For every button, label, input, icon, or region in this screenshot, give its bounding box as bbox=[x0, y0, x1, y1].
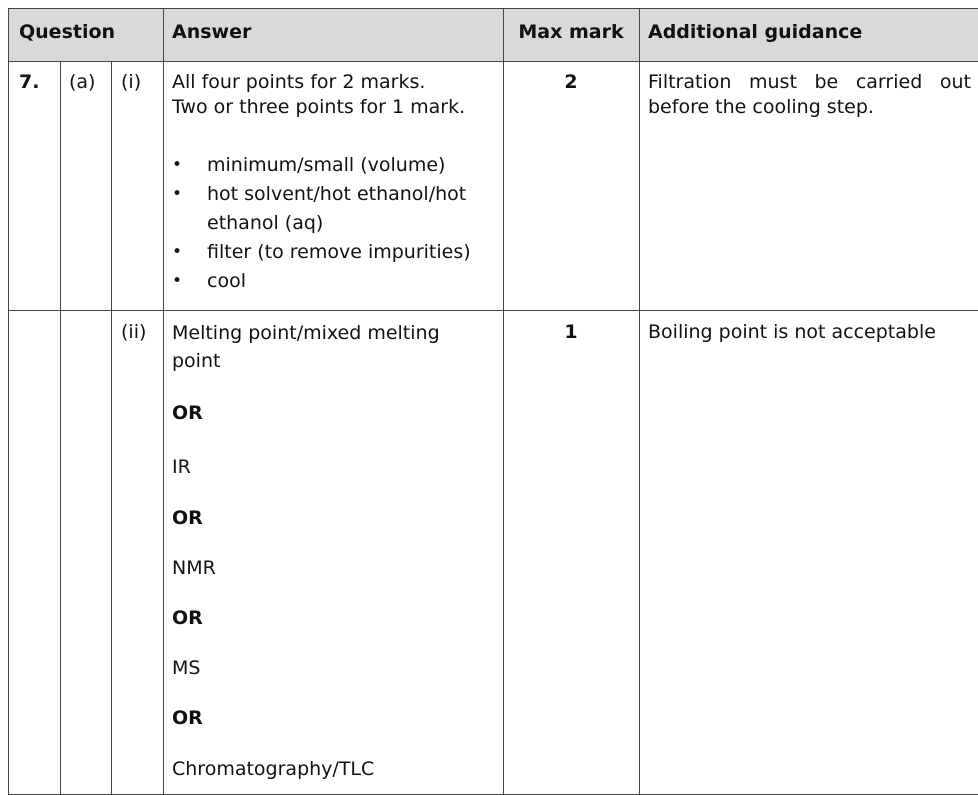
guidance-word: must bbox=[749, 71, 797, 93]
max-mark-value: 2 bbox=[564, 71, 578, 93]
answer-item: NMR bbox=[172, 557, 216, 579]
answer-bullet-item: • hot solvent/hot ethanol/hot ethanol (aq) bbox=[172, 180, 494, 238]
answer-or-separator: OR bbox=[172, 707, 203, 729]
answer-item: Chromatography/TLC bbox=[172, 758, 375, 780]
answer-item: Melting point/mixed melting point bbox=[172, 322, 440, 372]
header-bottom-border bbox=[9, 61, 978, 62]
column-divider-part bbox=[60, 61, 61, 794]
guidance-line-2: before the cooling step. bbox=[648, 96, 874, 118]
guidance-word: Filtration bbox=[648, 71, 732, 93]
question-part: (a) bbox=[69, 71, 96, 93]
answer-intro-line-1: All four points for 2 marks. bbox=[172, 71, 426, 93]
marking-scheme-table bbox=[8, 8, 978, 795]
question-subpart: (i) bbox=[121, 71, 142, 93]
max-mark-value: 1 bbox=[564, 321, 578, 343]
answer-or-separator: OR bbox=[172, 607, 203, 629]
header-max-mark: Max mark bbox=[518, 21, 624, 43]
answer-bullet-item: • minimum/small (volume) bbox=[172, 151, 494, 180]
answer-bullet-item: • cool bbox=[172, 267, 494, 296]
guidance-line-1 bbox=[648, 69, 971, 96]
row-divider bbox=[9, 310, 978, 311]
guidance-word: be bbox=[814, 71, 839, 93]
column-divider-guidance bbox=[639, 9, 640, 794]
column-divider-max-mark bbox=[503, 9, 504, 794]
answer-or-separator: OR bbox=[172, 507, 203, 529]
question-number: 7. bbox=[19, 71, 40, 93]
guidance-text: Boiling point is not acceptable bbox=[648, 321, 936, 343]
guidance-word: carried bbox=[855, 71, 923, 93]
answer-or-separator: OR bbox=[172, 402, 203, 424]
answer-bullet-list bbox=[172, 151, 494, 296]
column-divider-subpart bbox=[111, 61, 112, 794]
question-subpart: (ii) bbox=[121, 321, 147, 343]
guidance-word: out bbox=[939, 71, 971, 93]
answer-intro-line-2: Two or three points for 1 mark. bbox=[172, 96, 466, 118]
answer-item: MS bbox=[172, 657, 201, 679]
header-answer: Answer bbox=[172, 21, 252, 43]
header-additional-guidance: Additional guidance bbox=[648, 21, 863, 43]
answer-bullet-item: • filter (to remove impurities) bbox=[172, 238, 494, 267]
header-question: Question bbox=[19, 21, 116, 43]
answer-item: IR bbox=[172, 456, 191, 478]
column-divider-answer bbox=[163, 9, 164, 794]
